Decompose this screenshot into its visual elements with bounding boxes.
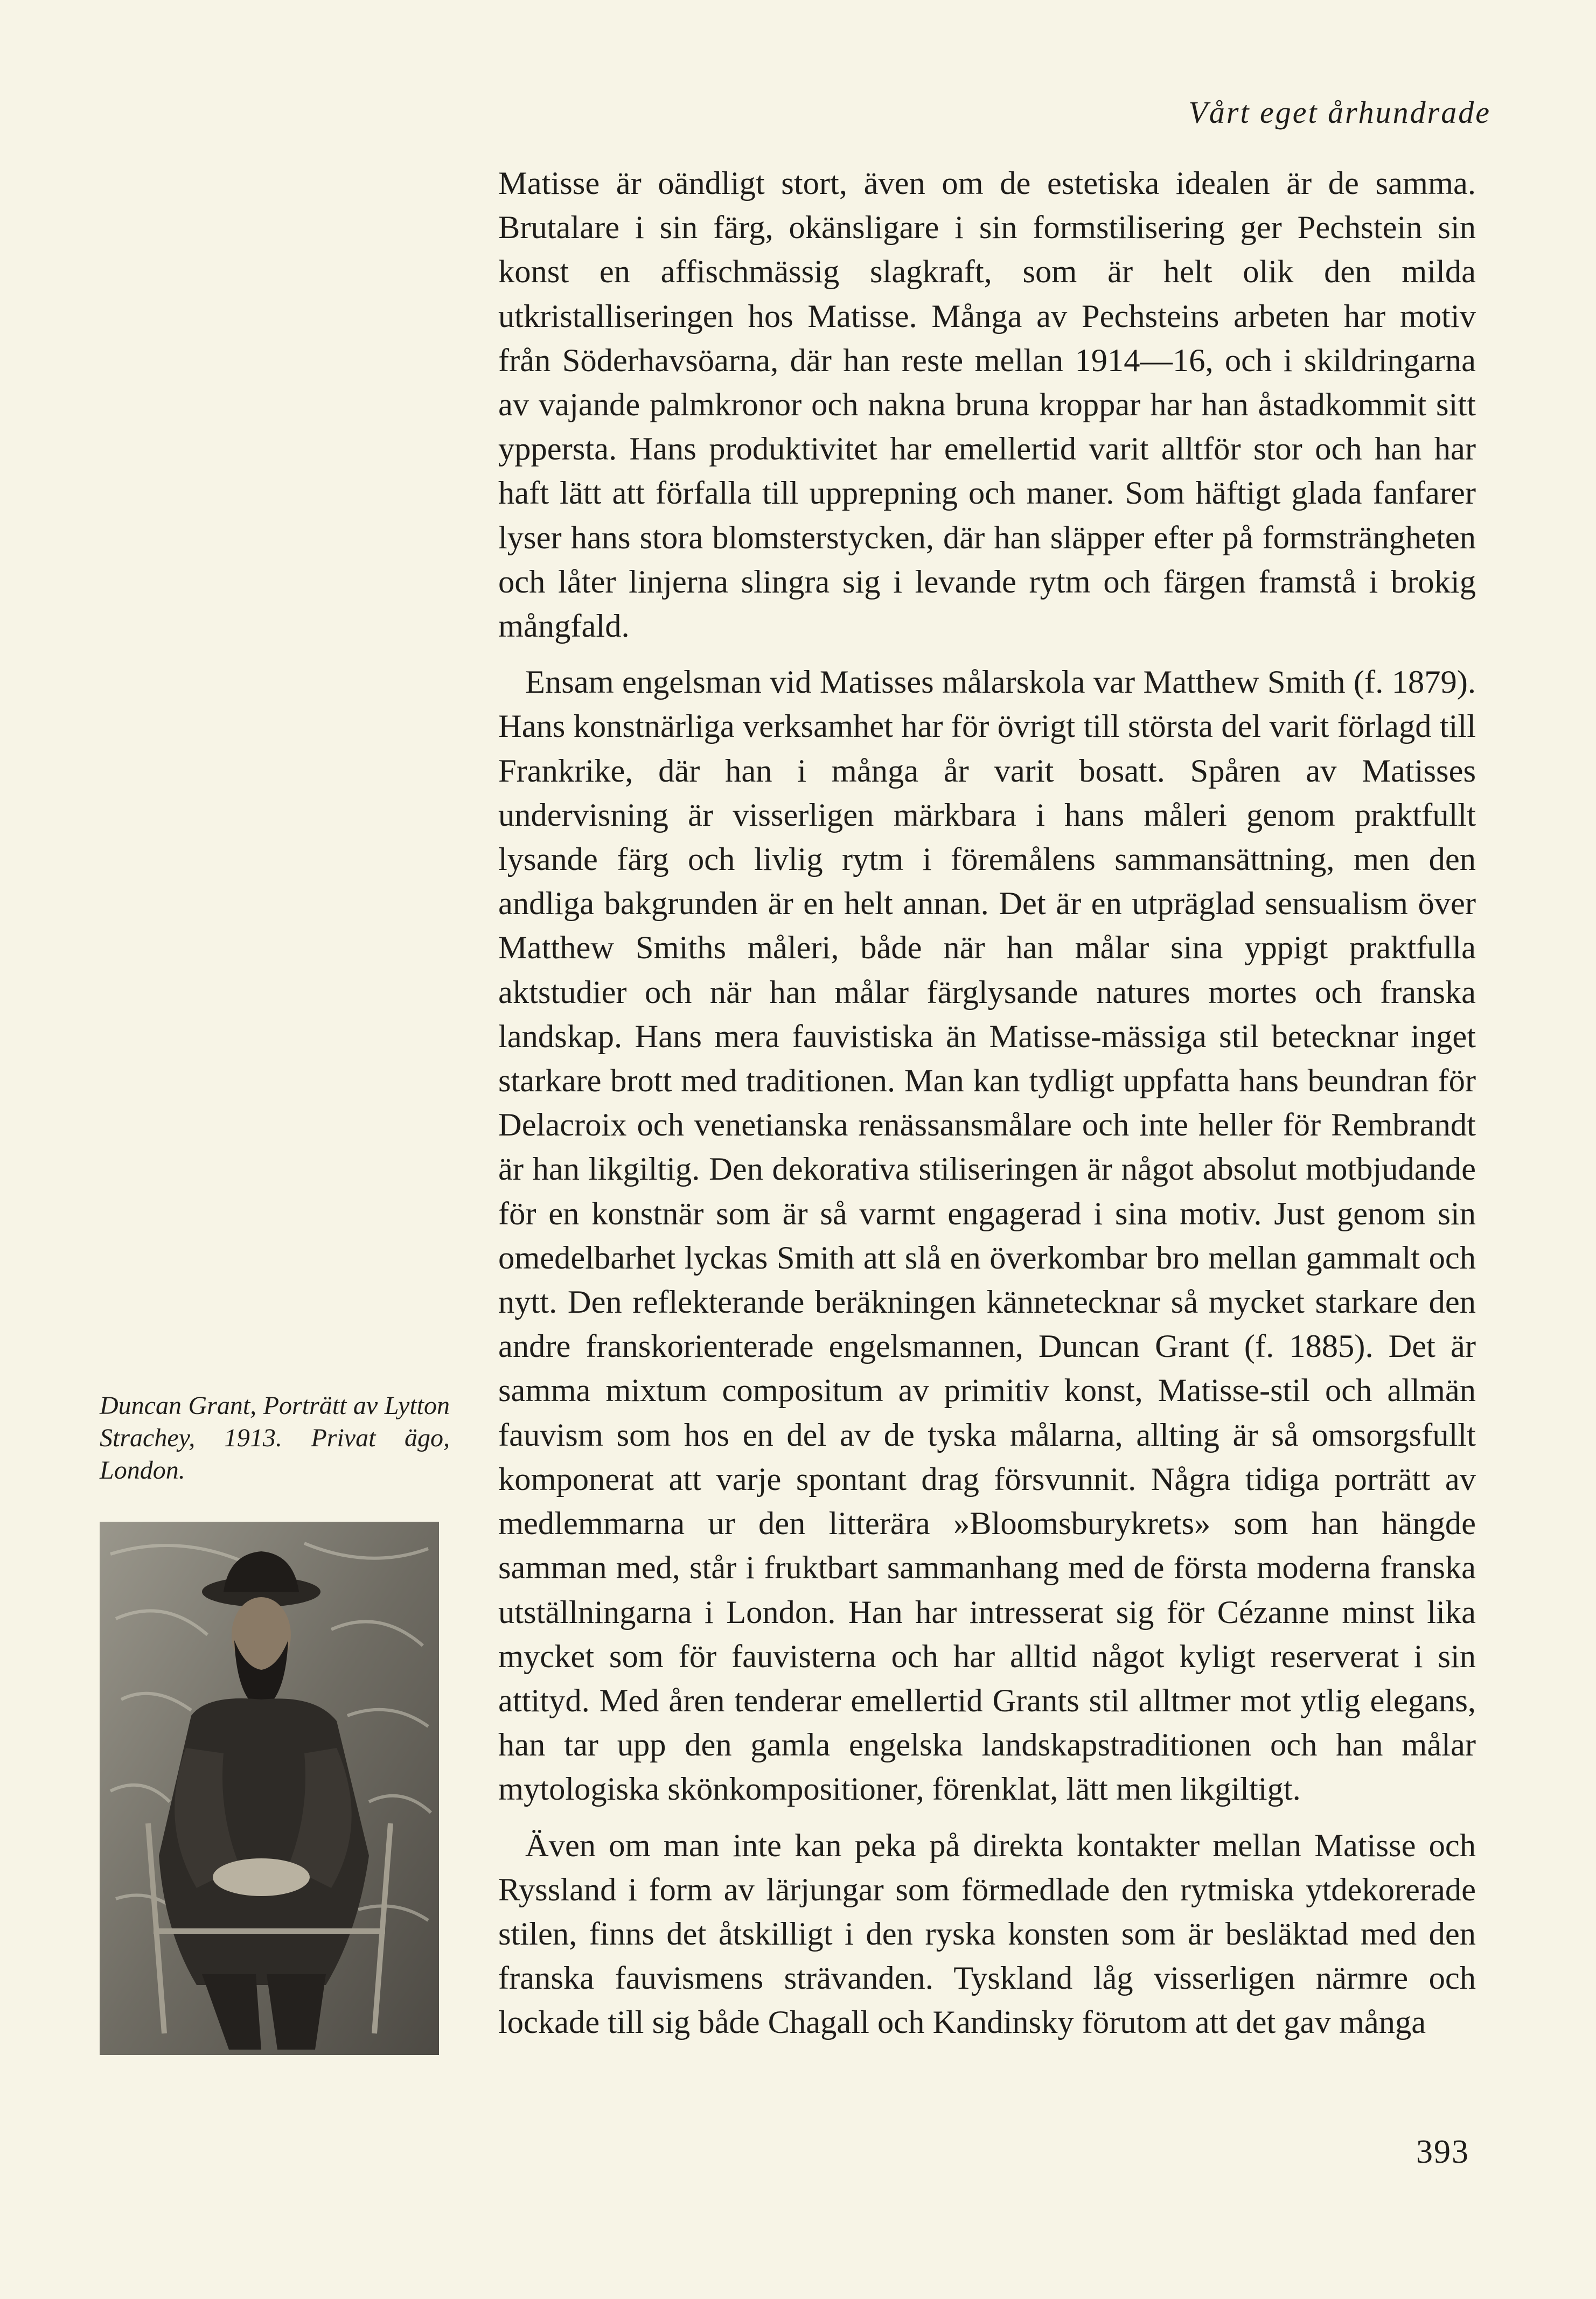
paragraph-3: Även om man inte kan peka på direkta kontakter mellan Matisse och Ryssland i form av lärjungar som förmedlade den rytmiska ytdekorerade stilen, finns det åtskilligt i den ryska konsten som är besläktad med den franska fauvismens strävanden. Tyskland låg visserligen närmre och lockade till sig både Chagall och Kandinsky förutom att det gav många <box>498 1827 1476 2041</box>
paragraph-1: Matisse är oändligt stort, även om de estetiska idealen är de samma. Brutalare i sin färg, okänsligare i sin formstilisering ger Pechstein sin konst en affischmässig slagkraft, som är helt olik den milda utkristalliseringen hos Matisse. Många av Pechsteins arbeten har motiv från Söderhavsöarna, där han reste mellan 1914—16, och i skildringarna av vajande palmkronor och nakna bruna kroppar har han åstadkommit sitt yppersta. Hans produktivitet har emellertid varit alltför stor och han har haft lätt att förfalla till upprepning och maner. Som häftigt glada fanfarer lyser hans stora blomsterstycken, där han släpper efter på formsträngheten och låter linjerna slingra sig i levande rytm och färgen framstå i brokig mångfald. <box>498 165 1476 645</box>
portrait-plate <box>100 1522 439 2055</box>
body-text <box>498 162 1476 2045</box>
page-number: 393 <box>1416 2134 1469 2170</box>
paragraph-2: Ensam engelsman vid Matisses målarskola var Matthew Smith (f. 1879). Hans konstnärliga verksamhet har för övrigt till största del varit förlagd till Frankrike, där han i många år varit bosatt. Spåren av Matisses undervisning är visserligen märkbara i hans måleri genom praktfullt lysande färg och livlig rytm i föremålens sammansättning, men den andliga bakgrunden är en helt annan. Det är en utpräglad sensualism över Matthew Smiths måleri, både när han målar sina yppigt praktfulla aktstudier och när han målar färglysande natures mortes och franska landskap. Hans mera fauvistiska än Matisse-mässiga stil betecknar inget starkare brott med traditionen. Man kan tydligt uppfatta hans beundran för Delacroix och venetianska renässansmålare och inte heller för Rembrandt är han likgiltig. Den dekorativa stiliseringen är något absolut motbjudande för en konstnär som är så varmt engagerad i sina motiv. Just genom sin omedelbarhet lyckas Smith att slå en överkombar bro mellan gammalt och nytt. Den reflekterande beräkningen kännetecknar så mycket starkare den andre franskorienterade engelsmannen, Duncan Grant (f. 1885). Det är samma mixtum compositum av primitiv konst, Matisse-stil och allmän fauvism som hos en del av de tyska målarna, allting är så omsorgsfullt komponerat att varje spontant drag försvunnit. Några tidiga porträtt av medlemmarna ur den litterära »Bloomsburykrets» som han hängde samman med, står i fruktbart sammanhang med de första moderna franska utställningarna i London. Han har intresserat sig för Cézanne minst lika mycket som för fauvisterna och har alltid något kyligt reserverat i sin attityd. Med åren tenderar emellertid Grants stil alltmer mot ytlig elegans, han tar upp den gamla engelska landskapstraditionen och han målar mytologiska skönkompositioner, förenklat, lätt men likgiltigt. <box>498 664 1476 1808</box>
portrait-image <box>100 1522 439 2055</box>
running-head: Vårt eget århundrade <box>1188 95 1491 130</box>
figure-caption: Duncan Grant, Porträtt av Lytton Strachey, 1913. Privat ägo, London. <box>100 1391 450 1485</box>
